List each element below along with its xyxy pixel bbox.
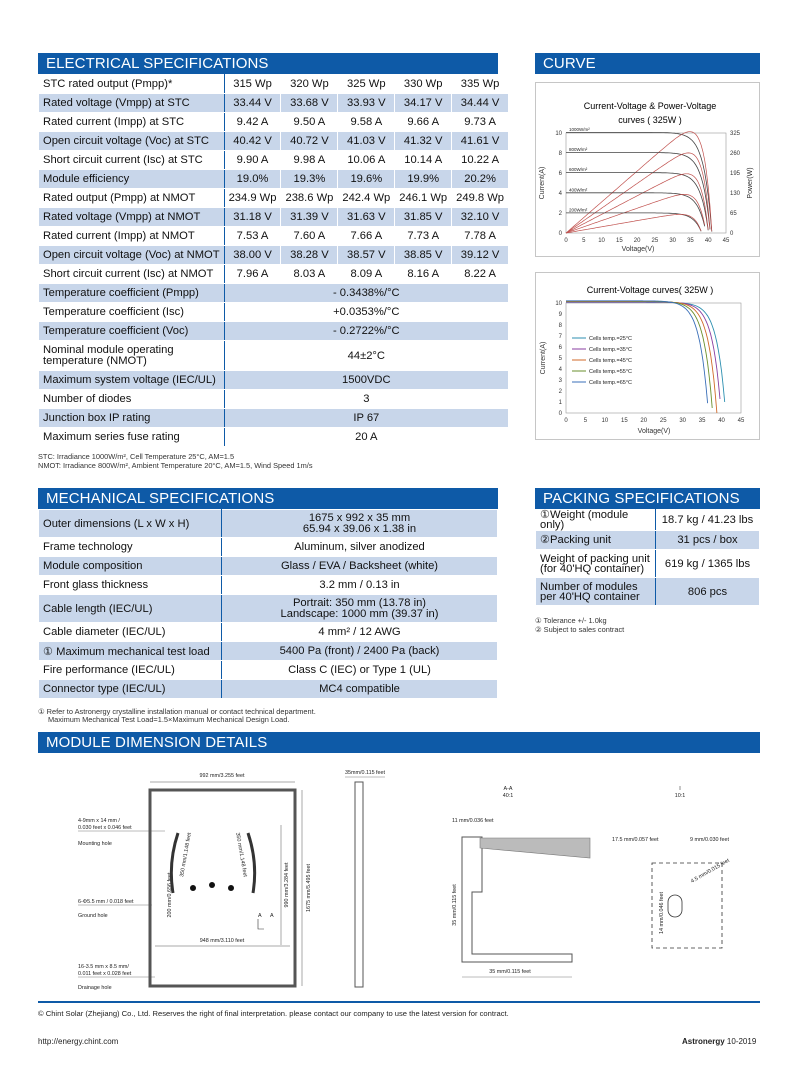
row-value: 19.3% (281, 170, 338, 189)
mechanical-table (38, 509, 498, 699)
packing-header: PACKING SPECIFICATIONS (535, 488, 760, 509)
row-value: 619 kg / 1365 lbs (656, 550, 760, 578)
row-value: 41.32 V (395, 132, 452, 151)
chart2-ylabel: Current(A) (540, 341, 547, 375)
copyright: © Chint Solar (Zhejiang) Co., Ltd. Reserves the right of final interpretation. please contact our company to use the latest version for contract. (38, 1009, 509, 1018)
row-value: IP 67 (224, 409, 508, 428)
x-tick-label: 10 (598, 238, 605, 244)
table-row (39, 265, 509, 284)
row-label: Cable diameter (IEC/UL) (39, 623, 222, 642)
row-value: 7.78 A (452, 227, 509, 246)
row-value: 320 Wp (281, 75, 338, 94)
lip-label: 11 mm/0.036 feet (452, 818, 494, 824)
row-label: Front glass thickness (39, 576, 222, 595)
row-label: Cable length (IEC/UL) (39, 595, 222, 623)
row-value: 238.6 Wp (281, 189, 338, 208)
table-row (39, 189, 509, 208)
legend-label: Cells temp.=25°C (589, 336, 633, 342)
x-tick-label: 30 (669, 238, 677, 244)
row-value-line1: MC4 compatible (319, 683, 400, 695)
row-label: Temperature coefficient (Voc) (39, 322, 225, 341)
det-w2-label: 9 mm/0.030 feet (690, 837, 729, 843)
x-tick-label: 25 (651, 238, 659, 244)
y2-tick-label: 0 (730, 231, 734, 237)
height-mount-label: 990 mm/3.284 feet (284, 862, 290, 908)
table-row (39, 284, 509, 303)
x-tick-label: 45 (737, 418, 745, 424)
row-value: 40.72 V (281, 132, 338, 151)
pv-series-line (566, 194, 705, 233)
y-tick-label: 0 (558, 411, 562, 417)
row-value: 3 (224, 390, 508, 409)
x-tick-label: 45 (722, 238, 730, 244)
row-value: 31.18 V (224, 208, 281, 227)
row-value (222, 642, 498, 661)
table-row (39, 94, 509, 113)
drain-size-label: 16-3.5 mm x 8.5 mm/ (78, 964, 129, 970)
section-mark-left (258, 919, 264, 929)
mech-note1: ① Refer to Astronergy crystalline installation manual or contact technical department. (38, 707, 316, 716)
pack-note2: ② Subject to sales contract (535, 625, 625, 634)
row-value: 34.44 V (452, 94, 509, 113)
y2-tick-label: 130 (730, 191, 741, 197)
table-row (39, 303, 509, 322)
legend-label: Cells temp.=55°C (589, 369, 633, 375)
irradiance-label: 800W/m² (569, 147, 588, 152)
temp-series-line (566, 301, 708, 403)
row-value: 38.85 V (395, 246, 452, 265)
row-label: Short circuit current (Isc) at STC (39, 151, 225, 170)
row-label: Fire performance (IEC/UL) (39, 661, 222, 680)
table-row (536, 510, 760, 531)
row-value (222, 510, 498, 538)
pv-series-line (566, 214, 701, 233)
row-value: 325 Wp (338, 75, 395, 94)
irradiance-label: 400W/m² (569, 187, 588, 193)
footer-url[interactable]: http://energy.chint.com (38, 1037, 119, 1046)
row-value-line1: Glass / EVA / Backsheet (white) (280, 560, 439, 572)
row-value: 9.73 A (452, 113, 509, 132)
row-value: 38.28 V (281, 246, 338, 265)
y2-tick-label: 195 (730, 171, 741, 177)
row-value: 8.16 A (395, 265, 452, 284)
nmot-note: NMOT: Irradiance 800W/m², Ambient Temperature 20°C, AM=1.5, Wind Speed 1m/s (38, 461, 313, 470)
x-tick-label: 30 (679, 418, 687, 424)
junction-box-1 (190, 885, 196, 891)
row-value: 249.8 Wp (452, 189, 509, 208)
y-tick-label: 9 (558, 312, 562, 318)
row-label: Outer dimensions (L x W x H) (39, 510, 222, 538)
row-value (222, 595, 498, 623)
y-tick-label: 0 (558, 231, 562, 237)
section-mark-a1: A (258, 913, 262, 919)
row-value-line1: 3.2 mm / 0.13 in (319, 579, 400, 591)
section-scale: 40:1 (502, 793, 514, 799)
row-value: 18.7 kg / 41.23 lbs (656, 510, 760, 531)
table-row (536, 531, 760, 550)
row-label: Rated voltage (Vmpp) at STC (39, 94, 225, 113)
row-label: Short circuit current (Isc) at NMOT (39, 265, 225, 284)
row-label: Rated current (Impp) at STC (39, 113, 225, 132)
x-tick-label: 25 (659, 418, 667, 424)
row-value: 7.53 A (224, 227, 281, 246)
irradiance-label: 600W/m² (569, 167, 588, 173)
row-label: Temperature coefficient (Pmpp) (39, 284, 225, 303)
irradiance-label: 200W/m² (569, 207, 588, 213)
table-row (39, 322, 509, 341)
chart1-title-line1: Current-Voltage & Power-Voltage (583, 101, 717, 111)
mount-slot-label2: 0.030 feet x 0.046 feet (78, 825, 132, 831)
table-row (39, 208, 509, 227)
row-value: 19.6% (338, 170, 395, 189)
frame-height-label: 35 mm/0.115 feet (452, 884, 458, 926)
row-value: 8.09 A (338, 265, 395, 284)
y-tick-label: 8 (558, 151, 562, 157)
det-r-label: 4.5 mm/0.015 feet (690, 857, 731, 885)
iv-pv-chart-svg (536, 83, 759, 256)
height-total-label: 1675 mm/5.495 feet (306, 864, 312, 912)
row-value: 33.68 V (281, 94, 338, 113)
row-value: 9.66 A (395, 113, 452, 132)
ground-spacing-label: 200 mm/0.656 feet (167, 872, 173, 918)
table-row (39, 132, 509, 151)
y-tick-label: 10 (555, 301, 562, 307)
dimension-drawing (0, 755, 800, 1015)
x-tick-label: 35 (687, 238, 694, 244)
row-value: 335 Wp (452, 75, 509, 94)
row-label: Number of diodes (39, 390, 225, 409)
footer-date: 10-2019 (726, 1037, 757, 1046)
row-value: 806 pcs (656, 578, 760, 606)
y-tick-label: 1 (558, 400, 562, 406)
y2-tick-label: 260 (730, 151, 741, 157)
x-tick-label: 0 (564, 238, 568, 244)
table-row (39, 409, 509, 428)
row-value (222, 576, 498, 595)
row-value: 20 A (224, 428, 508, 447)
pack-note1: ① Tolerance +/- 1.0kg (535, 616, 607, 625)
row-value (222, 538, 498, 557)
det-h-label: 14 mm/0.046 feet (659, 892, 665, 934)
table-row (39, 227, 509, 246)
row-value: 330 Wp (395, 75, 452, 94)
x-tick-label: 20 (633, 238, 641, 244)
row-value: 40.42 V (224, 132, 281, 151)
row-value: 44±2°C (224, 341, 508, 371)
row-value: 9.58 A (338, 113, 395, 132)
row-label: Rated voltage (Vmpp) at NMOT (39, 208, 225, 227)
table-row (39, 390, 509, 409)
row-value: 246.1 Wp (395, 189, 452, 208)
table-row (39, 623, 498, 642)
y-tick-label: 3 (558, 378, 562, 384)
footer-line (38, 1001, 760, 1003)
row-value: 10.22 A (452, 151, 509, 170)
row-value: 38.00 V (224, 246, 281, 265)
glass-profile (480, 838, 590, 858)
cable-length-right: 350 mm/1.148 feet (234, 832, 248, 878)
drain-size-label2: 0.011 feet x 0.028 feet (78, 971, 132, 977)
width-top-label: 992 mm/3.255 feet (199, 773, 245, 779)
dimension-header: MODULE DIMENSION DETAILS (38, 732, 760, 753)
detail-label: I (679, 786, 681, 792)
curve-header: CURVE (535, 53, 760, 74)
row-value: 242.4 Wp (338, 189, 395, 208)
cable-right (248, 833, 255, 893)
row-value: 9.42 A (224, 113, 281, 132)
row-label: Rated current (Impp) at NMOT (39, 227, 225, 246)
row-label: Frame technology (39, 538, 222, 557)
x-tick-label: 5 (583, 418, 588, 424)
frame-profile (462, 837, 572, 962)
mechanical-header: MECHANICAL SPECIFICATIONS (38, 488, 498, 509)
table-row (39, 510, 498, 538)
table-row (39, 428, 509, 447)
row-value: 9.50 A (281, 113, 338, 132)
y-tick-label: 5 (558, 356, 562, 362)
temp-series-line (566, 301, 712, 408)
row-value: 9.98 A (281, 151, 338, 170)
row-value: 19.0% (224, 170, 281, 189)
table-row (39, 371, 509, 390)
electrical-table (38, 74, 509, 447)
row-value: 10.06 A (338, 151, 395, 170)
side-view (355, 782, 363, 987)
electrical-header: ELECTRICAL SPECIFICATIONS (38, 53, 498, 74)
stc-note: STC: Irradiance 1000W/m², Cell Temperature 25°C, AM=1.5 (38, 452, 235, 461)
y-tick-label: 6 (558, 345, 562, 351)
row-value: 1500VDC (224, 371, 508, 390)
row-value: 33.93 V (338, 94, 395, 113)
row-label: ①Weight (module only) (536, 510, 656, 531)
y-tick-label: 6 (558, 171, 562, 177)
x-tick-label: 0 (564, 418, 568, 424)
legend-label: Cells temp.=45°C (589, 358, 633, 364)
table-row (39, 75, 509, 94)
chart1-title-line2: curves ( 325W ) (618, 115, 682, 125)
table-row (39, 595, 498, 623)
chart2-title: Current-Voltage curves( 325W ) (586, 285, 714, 295)
width-inner-label: 948 mm/3.110 feet (199, 938, 245, 944)
table-row (39, 151, 509, 170)
y-tick-label: 10 (555, 131, 562, 137)
row-label: Connector type (IEC/UL) (39, 680, 222, 699)
frame-width-label: 35 mm/0.115 feet (489, 969, 531, 975)
row-label: Maximum system voltage (IEC/UL) (39, 371, 225, 390)
x-tick-label: 20 (640, 418, 648, 424)
row-label: Module composition (39, 557, 222, 576)
row-value: 31 pcs / box (656, 531, 760, 550)
y2-tick-label: 325 (730, 131, 741, 137)
row-value: 19.9% (395, 170, 452, 189)
side-thickness-label: 35mm/0.115 feet (345, 770, 386, 776)
table-row (39, 680, 498, 699)
row-label: Temperature coefficient (Isc) (39, 303, 225, 322)
mech-note2: Maximum Mechanical Test Load=1.5×Maximum Mechanical Design Load. (48, 715, 290, 724)
row-label: Maximum series fuse rating (39, 428, 225, 447)
x-tick-label: 35 (698, 418, 706, 424)
table-row (39, 170, 509, 189)
row-label: Weight of packing unit (for 40'HQ container) (536, 550, 656, 578)
row-label: Open circuit voltage (Voc) at NMOT (39, 246, 225, 265)
iv-pv-chart (535, 82, 760, 257)
x-tick-label: 40 (718, 418, 725, 424)
ground-dia-label: 6-Φ5.5 mm / 0.018 feet (78, 899, 134, 905)
row-label: ① Maximum mechanical test load (39, 642, 222, 661)
row-value: 10.14 A (395, 151, 452, 170)
y2-tick-label: 65 (730, 211, 737, 217)
row-value (222, 661, 498, 680)
chart1-ylabel: Current(A) (539, 166, 546, 200)
cable-left (171, 833, 178, 893)
cable-length-left: 350 mm/1.148 feet (179, 832, 193, 878)
y-tick-label: 4 (558, 367, 562, 373)
det-w1-label: 17.5 mm/0.057 feet (612, 837, 659, 843)
irradiance-label: 1000W/m² (569, 126, 590, 132)
ground-hole-label: Ground hole (78, 913, 108, 919)
mounting-hole-label: Mounting hole (78, 841, 112, 847)
row-label: Junction box IP rating (39, 409, 225, 428)
row-value: 31.39 V (281, 208, 338, 227)
pv-series-line (566, 174, 708, 233)
x-tick-label: 15 (620, 418, 628, 424)
row-label: Nominal module operating temperature (NMOT) (39, 341, 225, 371)
row-value: 7.73 A (395, 227, 452, 246)
row-value: 31.85 V (395, 208, 452, 227)
table-row (39, 642, 498, 661)
row-label: Rated output (Pmpp) at NMOT (39, 189, 225, 208)
y-tick-label: 8 (558, 323, 562, 329)
iv-temp-chart (535, 272, 760, 440)
row-value: - 0.3438%/°C (224, 284, 508, 303)
section-label: A-A (503, 786, 513, 792)
row-value-line2: Landscape: 1000 mm (39.37 in) (280, 607, 439, 620)
row-label: Number of modules per 40'HQ container (536, 578, 656, 606)
row-value-line2: 65.94 x 39.06 x 1.38 in (302, 522, 417, 535)
table-row (536, 550, 760, 578)
row-value: 33.44 V (224, 94, 281, 113)
row-value-line1: 5400 Pa (front) / 2400 Pa (back) (279, 645, 440, 657)
x-tick-label: 5 (582, 238, 586, 244)
mount-slot-label: 4-9mm x 14 mm / (78, 818, 120, 824)
row-value-line1: 1675 x 992 x 35 mm (308, 511, 411, 524)
iv-temp-chart-svg (536, 273, 759, 439)
junction-box-3 (228, 885, 234, 891)
table-row (39, 341, 509, 371)
row-value: 8.22 A (452, 265, 509, 284)
row-value: 41.61 V (452, 132, 509, 151)
junction-box-2 (209, 882, 215, 888)
row-value: 20.2% (452, 170, 509, 189)
row-value (222, 557, 498, 576)
row-value: 9.90 A (224, 151, 281, 170)
row-value: 41.03 V (338, 132, 395, 151)
chart2-xlabel: Voltage(V) (637, 428, 671, 435)
section-mark-a2: A (270, 913, 274, 919)
y-tick-label: 2 (558, 211, 562, 217)
drainage-hole-label: Drainage hole (78, 985, 112, 991)
y-tick-label: 4 (558, 191, 562, 197)
footer-brand (682, 1037, 756, 1046)
table-row (39, 661, 498, 680)
row-value (222, 680, 498, 699)
detail-slot (668, 895, 682, 917)
table-row (39, 557, 498, 576)
row-value: 31.63 V (338, 208, 395, 227)
row-value: - 0.2722%/°C (224, 322, 508, 341)
row-value-line1: 4 mm² / 12 AWG (318, 626, 401, 638)
row-value: 38.57 V (338, 246, 395, 265)
row-value (222, 623, 498, 642)
row-label: STC rated output (Pmpp)* (39, 75, 225, 94)
legend-label: Cells temp.=65°C (589, 380, 633, 386)
row-label: Module efficiency (39, 170, 225, 189)
row-value: 34.17 V (395, 94, 452, 113)
row-value: 7.96 A (224, 265, 281, 284)
x-tick-label: 15 (615, 238, 623, 244)
detail-scale: 10:1 (674, 793, 686, 799)
row-value: 32.10 V (452, 208, 509, 227)
y-tick-label: 7 (558, 334, 562, 340)
row-value-line1: Portrait: 350 mm (13.78 in) (292, 596, 427, 609)
row-value: 39.12 V (452, 246, 509, 265)
y-tick-label: 2 (558, 389, 562, 395)
row-value: 234.9 Wp (224, 189, 281, 208)
legend-label: Cells temp.=35°C (589, 347, 633, 353)
row-value: 7.60 A (281, 227, 338, 246)
table-row (39, 113, 509, 132)
table-row (39, 576, 498, 595)
row-value: 7.66 A (338, 227, 395, 246)
table-row (39, 246, 509, 265)
x-tick-label: 40 (704, 238, 712, 244)
brand-name: Astronergy (682, 1037, 725, 1046)
row-value: 8.03 A (281, 265, 338, 284)
row-value: 315 Wp (224, 75, 281, 94)
row-value: +0.0353%/°C (224, 303, 508, 322)
table-row (536, 578, 760, 606)
chart1-y2label: Power(W) (747, 167, 754, 199)
chart1-xlabel: Voltage(V) (621, 246, 655, 253)
row-label: ②Packing unit (536, 531, 656, 550)
row-value-line1: Aluminum, silver anodized (294, 541, 425, 553)
row-label: Open circuit voltage (Voc) at STC (39, 132, 225, 151)
packing-table (535, 509, 760, 606)
row-value-line1: Class C (IEC) or Type 1 (UL) (288, 664, 431, 676)
x-tick-label: 10 (601, 418, 609, 424)
table-row (39, 538, 498, 557)
